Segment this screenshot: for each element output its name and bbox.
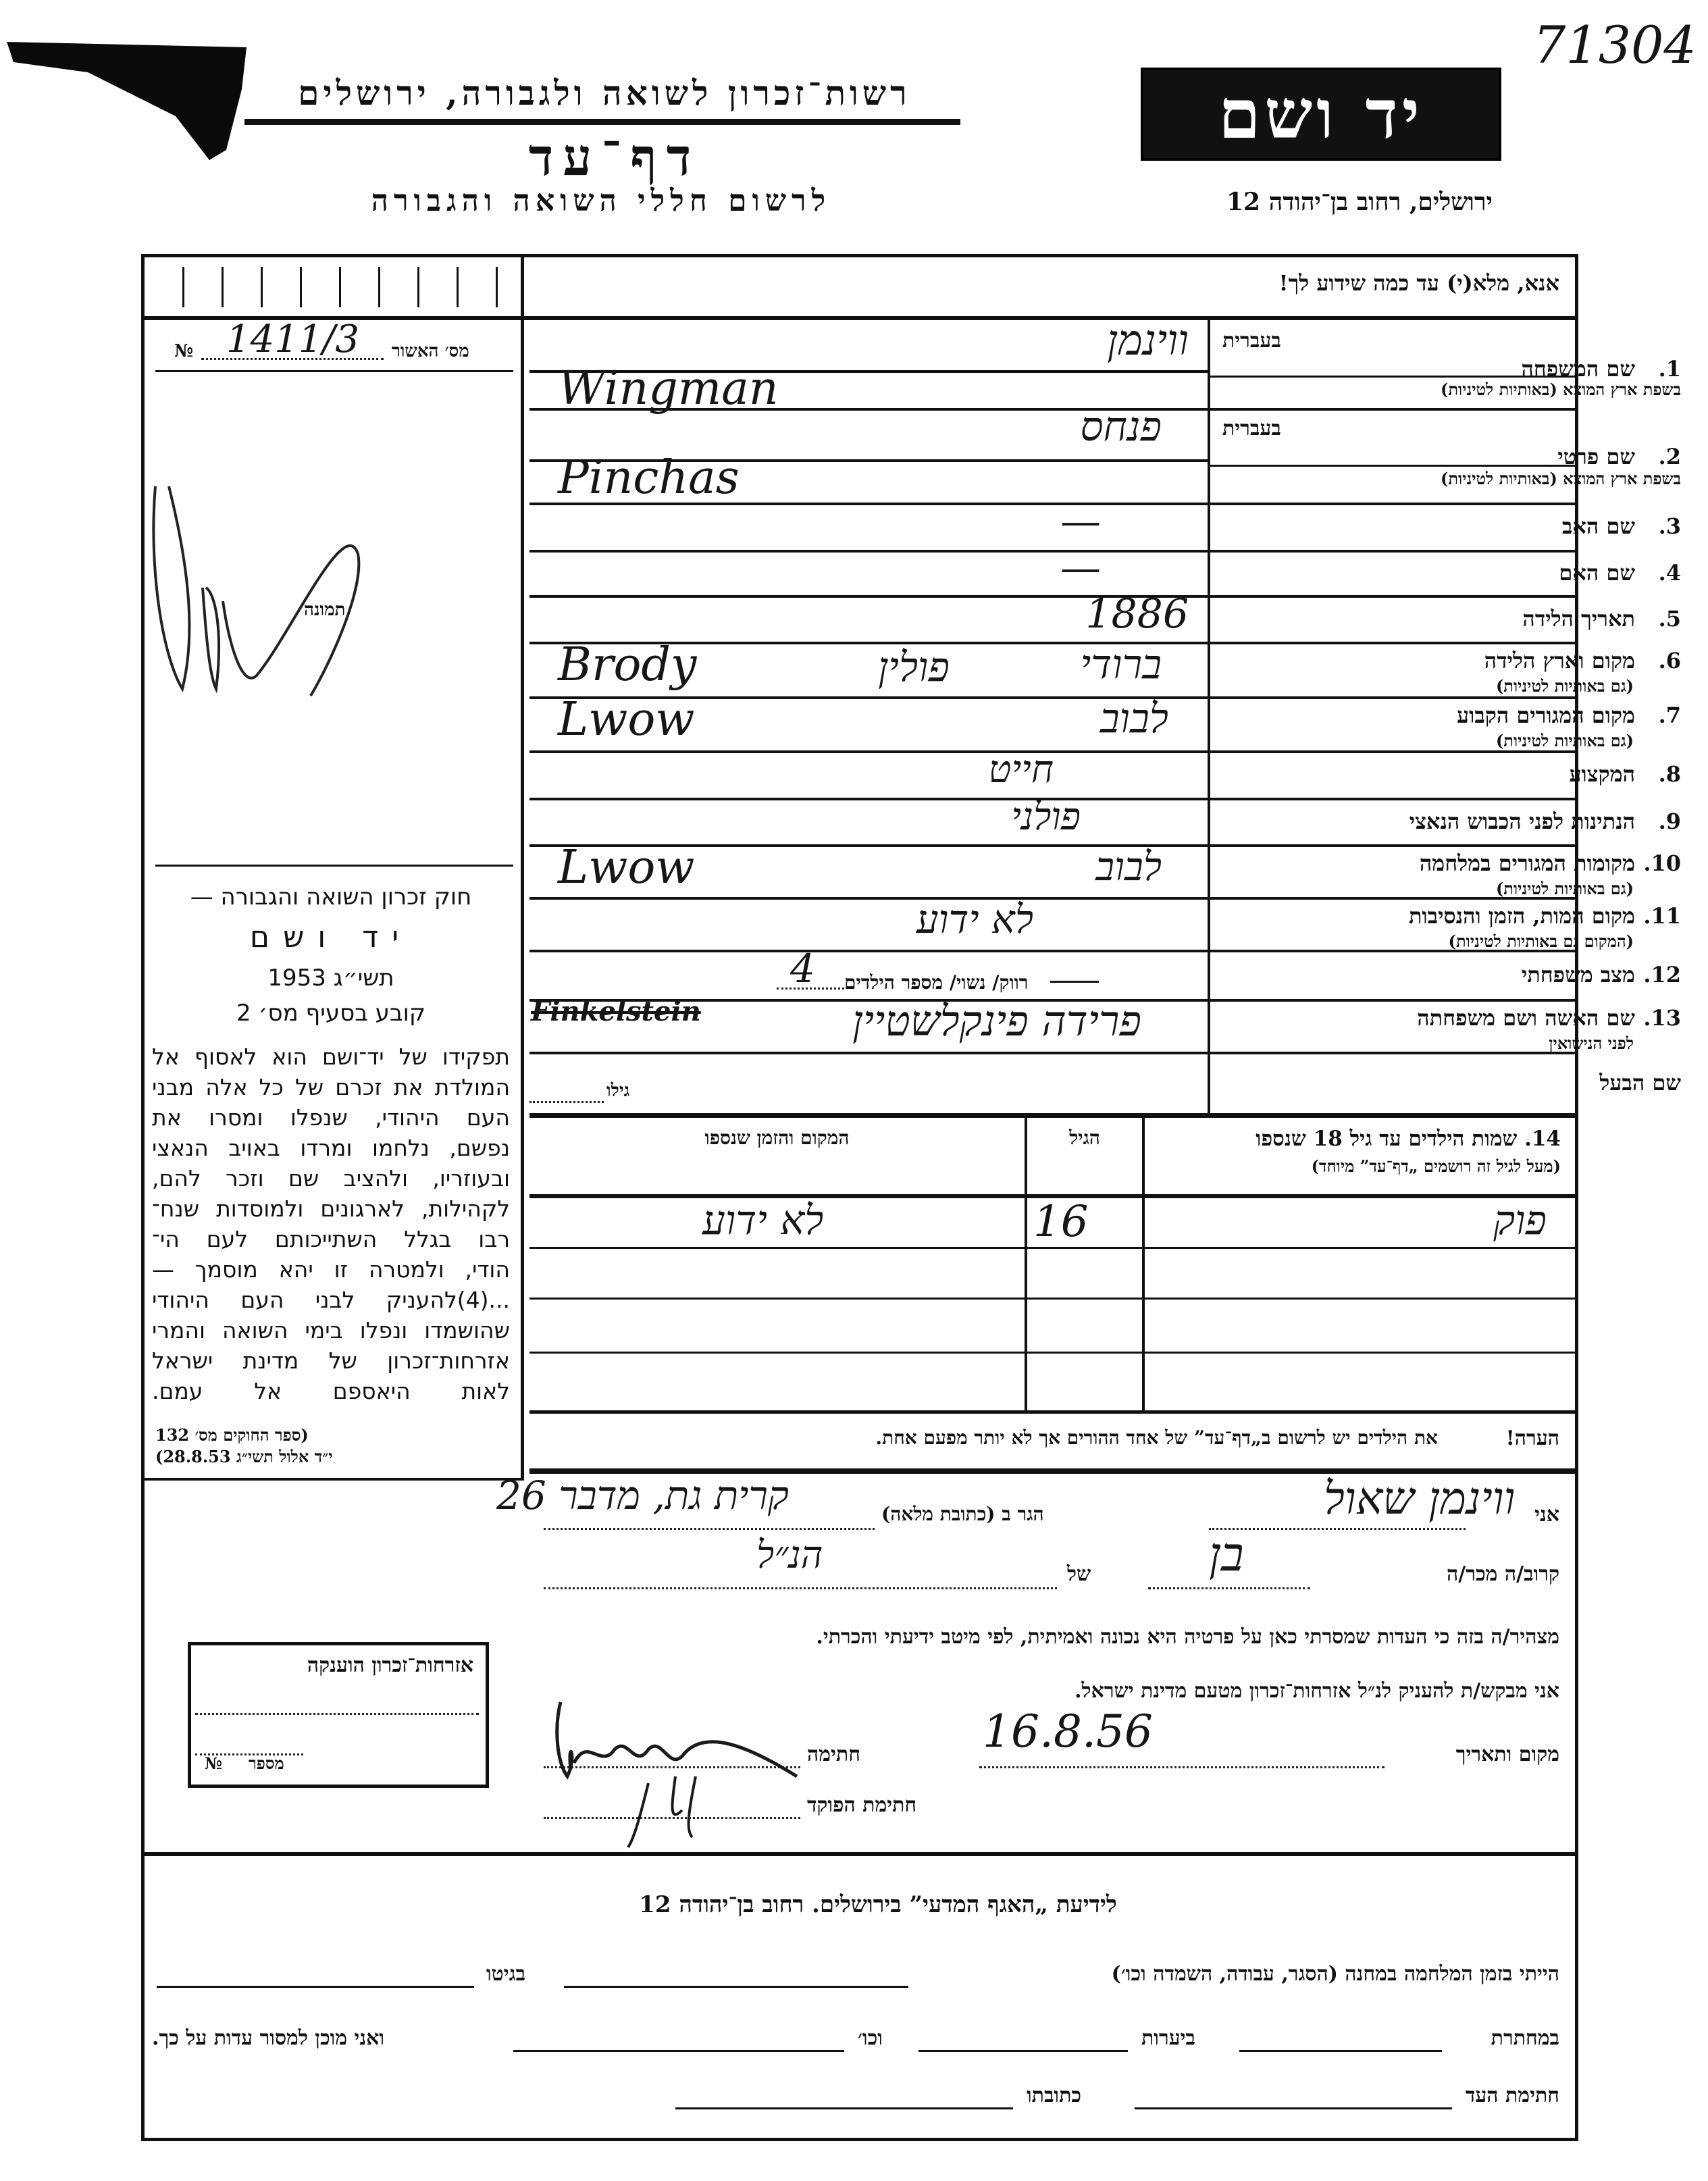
law-text-line: ...(4)להעניק לבני העם היהודי bbox=[152, 1287, 510, 1313]
field-label: המקצוע bbox=[1569, 761, 1635, 787]
field-value-hebrew[interactable]: ווינמן bbox=[1107, 315, 1189, 365]
field-number: 12. bbox=[1643, 961, 1681, 987]
scan-blot bbox=[7, 42, 250, 163]
approval-no-sign: № bbox=[174, 341, 194, 361]
age-header: הגיל bbox=[1069, 1127, 1100, 1149]
etc-field[interactable] bbox=[513, 2050, 844, 2052]
row-rule bbox=[529, 950, 1575, 952]
field-sublabel: (גם באותיות לטיניות) bbox=[1495, 676, 1634, 696]
ghetto-field[interactable] bbox=[157, 1986, 474, 1988]
field-number: 2. bbox=[1658, 444, 1681, 469]
child-death-place[interactable]: לא ידוע bbox=[702, 1197, 824, 1244]
field-value-latin[interactable]: Lwow bbox=[558, 693, 695, 746]
field-sublabel: (גם באותיות לטיניות) bbox=[1495, 731, 1634, 750]
forests-label: ביערות bbox=[1141, 2026, 1196, 2050]
label-column-divider bbox=[1208, 320, 1210, 1115]
field-value-latin[interactable]: Pinchas bbox=[558, 451, 740, 505]
field-label: מקומות המגורים במלחמה bbox=[1419, 850, 1635, 876]
field-value-latin[interactable]: Brody bbox=[558, 638, 697, 692]
ghetto-label: בגיטו bbox=[486, 1962, 526, 1986]
declarant-address: קרית גת, מדבר 26 bbox=[496, 1472, 789, 1518]
remark-label: הערה! bbox=[1505, 1427, 1559, 1450]
law-section: קובע בסעיף מס׳ 2 bbox=[236, 1000, 426, 1027]
camp-label: הייתי בזמן המלחמה במחנה (הסגר, עבודה, השמדה וכו׳) bbox=[1111, 1962, 1559, 1986]
husband-age-field[interactable] bbox=[529, 1101, 604, 1103]
commander-signature-label: חתימת הפוקד bbox=[807, 1793, 917, 1817]
field-label: תאריך הלידה bbox=[1522, 605, 1635, 632]
field-number: 10. bbox=[1643, 850, 1681, 876]
age-column-divider bbox=[1025, 1115, 1027, 1412]
field-number: 11. bbox=[1643, 903, 1681, 929]
field-label: שם פרטי bbox=[1557, 444, 1635, 469]
witness-address-field[interactable] bbox=[675, 2107, 1013, 2109]
children-row-rule bbox=[529, 1298, 1575, 1300]
stamp-line[interactable] bbox=[195, 1713, 479, 1715]
field-label: מקום המגורים הקבוע bbox=[1457, 702, 1635, 728]
field-value-hebrew[interactable]: פנחס bbox=[1080, 403, 1162, 451]
remark-text: את הילדים יש לרשום ב„דף־עד” של אחד ההורים אך לא יותר מפעם אחת. bbox=[875, 1427, 1438, 1449]
children-top-rule bbox=[529, 1113, 1575, 1118]
witness-signature-field[interactable] bbox=[1135, 2107, 1452, 2109]
law-text-line: תפקידו של יד־ושם הוא לאסוף אל bbox=[152, 1044, 510, 1070]
field-label: שם האם bbox=[1559, 559, 1635, 586]
organization-name: רשות־זכרון לשואה ולגבורה, ירושלים bbox=[298, 73, 911, 113]
code-box-tick bbox=[182, 267, 184, 307]
field-value-latin[interactable]: Lwow bbox=[558, 841, 695, 894]
relation-field[interactable] bbox=[1148, 1587, 1310, 1589]
of-label: של bbox=[1067, 1562, 1091, 1586]
field-value-hebrew[interactable]: ברודי bbox=[1080, 640, 1162, 688]
footer-divider bbox=[145, 1852, 1575, 1856]
field-value-hebrew[interactable]: 1886 bbox=[1085, 590, 1189, 638]
field-label: מקום וארץ הלידה bbox=[1484, 648, 1635, 673]
i-label: אני bbox=[1534, 1503, 1559, 1526]
photo-label: תמונה bbox=[304, 600, 346, 620]
field-sublabel: (המקום גם באותיות לטיניות) bbox=[1448, 931, 1634, 951]
children-row-rule bbox=[529, 1352, 1575, 1354]
law-footnote-1: (ספר החוקים מס׳ 132 bbox=[155, 1425, 309, 1445]
ready-label: ואני מוכן למסור עדות על כך. bbox=[152, 2026, 385, 2050]
code-box-tick bbox=[261, 267, 263, 307]
approval-rule bbox=[155, 370, 513, 372]
row-rule bbox=[529, 1052, 1575, 1054]
field-number: 7. bbox=[1658, 702, 1681, 728]
child-age[interactable]: 16 bbox=[1033, 1197, 1089, 1247]
field-number: 5. bbox=[1658, 605, 1681, 632]
field-value-hebrew[interactable]: לבוב bbox=[1095, 843, 1162, 890]
field-label: שם האב bbox=[1561, 513, 1635, 539]
place-header: המקום והזמן שנספו bbox=[704, 1127, 850, 1149]
field-label: שם המשפחה bbox=[1521, 356, 1635, 382]
request: אני מבקש/ת להעניק לנ״ל אזרחות־זכרון מטעם מדינת ישראל. bbox=[1075, 1679, 1559, 1703]
field-value-hebrew[interactable]: פרידה פינקלשטיין bbox=[852, 996, 1141, 1046]
law-name: יד ושם bbox=[249, 920, 413, 954]
law-text-line: לאות היאספם אל עמם. bbox=[152, 1378, 510, 1404]
law-text-line: נפשם, נלחמו ומרדו באויב הנאצי bbox=[152, 1135, 510, 1161]
name-column-divider bbox=[1142, 1115, 1145, 1412]
field-number: 1. bbox=[1658, 356, 1681, 382]
field-sublabel: לפני הנישואין bbox=[1549, 1033, 1634, 1053]
law-text-line: העם היהודי, שנפלו ומסרו את bbox=[152, 1104, 510, 1131]
citizenship-stamp-box bbox=[188, 1642, 489, 1788]
children-title: 14. שמות הילדים עד גיל 18 שנספו bbox=[1256, 1127, 1561, 1151]
stamp-number-sign: № bbox=[205, 1753, 223, 1773]
field-label: מצב משפחתי bbox=[1521, 961, 1635, 987]
declarant-name-field[interactable] bbox=[1209, 1528, 1466, 1530]
children-row-rule bbox=[529, 1247, 1575, 1249]
field-sublabel: בשפת ארץ המוצא (באותיות לטיניות) bbox=[1441, 469, 1681, 488]
stamp-title: אזרחות־זכרון הוענקה bbox=[307, 1653, 473, 1677]
law-text-line: שהושמדו ונפלו בימי השואה והמרי bbox=[152, 1317, 510, 1343]
photo-area-signature bbox=[142, 432, 466, 716]
husband-age-label: גילו bbox=[606, 1081, 630, 1101]
code-box-tick bbox=[417, 267, 419, 307]
field-value-hebrew[interactable]: חייט bbox=[988, 748, 1054, 792]
yad-vashem-logo: יד ושם bbox=[1141, 68, 1501, 161]
place-date-label: מקום ותאריך bbox=[1455, 1743, 1559, 1766]
field-number: 9. bbox=[1658, 808, 1681, 834]
code-box-tick bbox=[300, 267, 302, 307]
relation-value: בן bbox=[1209, 1526, 1244, 1582]
field-value-latin[interactable]: Wingman bbox=[558, 362, 779, 415]
approval-number: 1411/3 bbox=[226, 317, 360, 361]
hebrew-tag: בעברית bbox=[1222, 417, 1281, 440]
field-number: 8. bbox=[1658, 761, 1681, 787]
law-heading: חוק זכרון השואה והגבורה — bbox=[190, 883, 472, 910]
law-text-line: לקהילות, לארגונים ולמוסדות שנח־ bbox=[152, 1196, 510, 1222]
field-label: הנתינות לפני הכבוש הנאצי bbox=[1409, 808, 1635, 834]
marital-status-options[interactable]: רווק/ נשוי/ מספר הילדים bbox=[844, 971, 1029, 994]
law-text-line: רבו בגלל השתייכותם לעם הי־ bbox=[152, 1226, 510, 1252]
relation-label: קרוב/ה מכר/ה bbox=[1447, 1562, 1559, 1586]
left-column-divider bbox=[521, 257, 524, 1479]
statement: מצהיר/ה בזה כי העדות שמסרתי כאן על פרטיה היא נכונה ואמיתית, לפי מיטב ידיעתי והכרתי. bbox=[816, 1625, 1559, 1649]
camp-field[interactable] bbox=[564, 1986, 908, 1988]
field-number: 13. bbox=[1643, 1005, 1681, 1031]
row-rule bbox=[529, 897, 1575, 900]
declarant-name: ווינמן שאול bbox=[1324, 1472, 1516, 1524]
field-value-country[interactable]: פולין bbox=[878, 644, 950, 691]
underground-label: במחתרת bbox=[1491, 2026, 1559, 2050]
of-field[interactable] bbox=[544, 1587, 1057, 1589]
law-year: תשי״ג 1953 bbox=[267, 965, 394, 992]
field-value-hebrew[interactable]: פולני bbox=[1011, 794, 1081, 839]
declarant-address-field[interactable] bbox=[544, 1528, 875, 1530]
field-value-hebrew[interactable]: לבוב bbox=[1099, 695, 1168, 742]
address-label: הגר ב (כתובת מלאה) bbox=[881, 1503, 1044, 1525]
child-name[interactable]: פוק bbox=[1493, 1197, 1547, 1244]
etc-label: וכו׳ bbox=[858, 2026, 883, 2050]
stamp-number-label: מספר bbox=[249, 1753, 284, 1773]
row-rule bbox=[529, 550, 1575, 553]
witness-signature-label: חתימת העד bbox=[1465, 2084, 1559, 2107]
page-title: דף־עד bbox=[528, 127, 701, 187]
field-number: 4. bbox=[1658, 559, 1681, 586]
code-box-tick bbox=[378, 267, 380, 307]
archive-number: 71304 bbox=[1533, 15, 1697, 75]
children-bottom-rule bbox=[529, 1410, 1575, 1414]
children-note: (מעל לגיל זה רושמים „דף־עד” מיוחד) bbox=[1311, 1156, 1561, 1176]
law-footnote-2: י״ד אלול תשי״ג 28.8.53) bbox=[155, 1447, 333, 1466]
row-sub-rule bbox=[1210, 376, 1575, 378]
field-value-hebrew[interactable]: — bbox=[1060, 544, 1101, 592]
law-text-line: ובעוזריו, ולהציב שם וזכר להם, bbox=[152, 1165, 510, 1191]
field-number: 3. bbox=[1658, 513, 1681, 539]
address: ירושלים, רחוב בן־יהודה 12 bbox=[1226, 188, 1493, 216]
header-rule bbox=[244, 119, 960, 125]
children-count: 4 bbox=[790, 946, 815, 992]
page-subtitle: לרשום חללי השואה והגבורה bbox=[371, 184, 831, 218]
code-box-tick bbox=[496, 267, 498, 307]
signature-label: חתימה bbox=[807, 1743, 860, 1766]
underground-field[interactable] bbox=[1239, 2050, 1442, 2052]
field-value-hebrew[interactable]: — bbox=[1060, 498, 1101, 545]
code-box-tick bbox=[457, 267, 459, 307]
row-sub-rule bbox=[1210, 465, 1575, 467]
code-box-tick bbox=[339, 267, 341, 307]
law-text-line: הודי, ולמטרה זו יהא מוסמך — bbox=[152, 1256, 510, 1283]
field-label: שם האשה ושם משפחתה bbox=[1417, 1005, 1635, 1031]
strike-single bbox=[1050, 981, 1099, 983]
instruction: אנא, מלא(י) עד כמה שידוע לך! bbox=[1278, 270, 1559, 296]
hebrew-tag: בעברית bbox=[1222, 329, 1281, 353]
law-text-line: המולדת את זכרם של כל אלה מבני bbox=[152, 1074, 510, 1100]
field-label: מקום המות, הזמן והנסיבות bbox=[1408, 903, 1635, 929]
approval-label: מס׳ האשור bbox=[392, 341, 469, 361]
field-number: 6. bbox=[1658, 648, 1681, 673]
code-box-tick bbox=[222, 267, 224, 307]
place-date-field[interactable] bbox=[979, 1766, 1384, 1768]
photo-rule bbox=[155, 865, 513, 867]
field-label: שם הבעל bbox=[1599, 1069, 1681, 1096]
left-column-bottom-rule bbox=[145, 1478, 524, 1481]
of-value: הנ״ל bbox=[756, 1533, 823, 1577]
date-value: 16.8.56 bbox=[983, 1705, 1153, 1757]
commander-signature-field[interactable] bbox=[544, 1817, 800, 1819]
field-value-latin[interactable]: Finkelstein bbox=[531, 996, 701, 1027]
witness-address-label: כתובתו bbox=[1027, 2084, 1082, 2107]
field-value-hebrew[interactable]: לא ידוע bbox=[916, 896, 1033, 942]
field-sublabel: (גם באותיות לטיניות) bbox=[1495, 879, 1634, 898]
footer-heading: לידיעת „האגף המדעי” בירושלים. רחוב בן־יהודה 12 bbox=[639, 1891, 1117, 1918]
forests-field[interactable] bbox=[918, 2050, 1128, 2052]
row-rule bbox=[529, 595, 1575, 598]
law-text-line: אזרחות־זכרון של מדינת ישראל bbox=[152, 1348, 510, 1374]
field-sublabel: בשפת ארץ המוצא (באותיות לטיניות) bbox=[1441, 380, 1681, 399]
declarant-signature bbox=[540, 1675, 810, 1851]
